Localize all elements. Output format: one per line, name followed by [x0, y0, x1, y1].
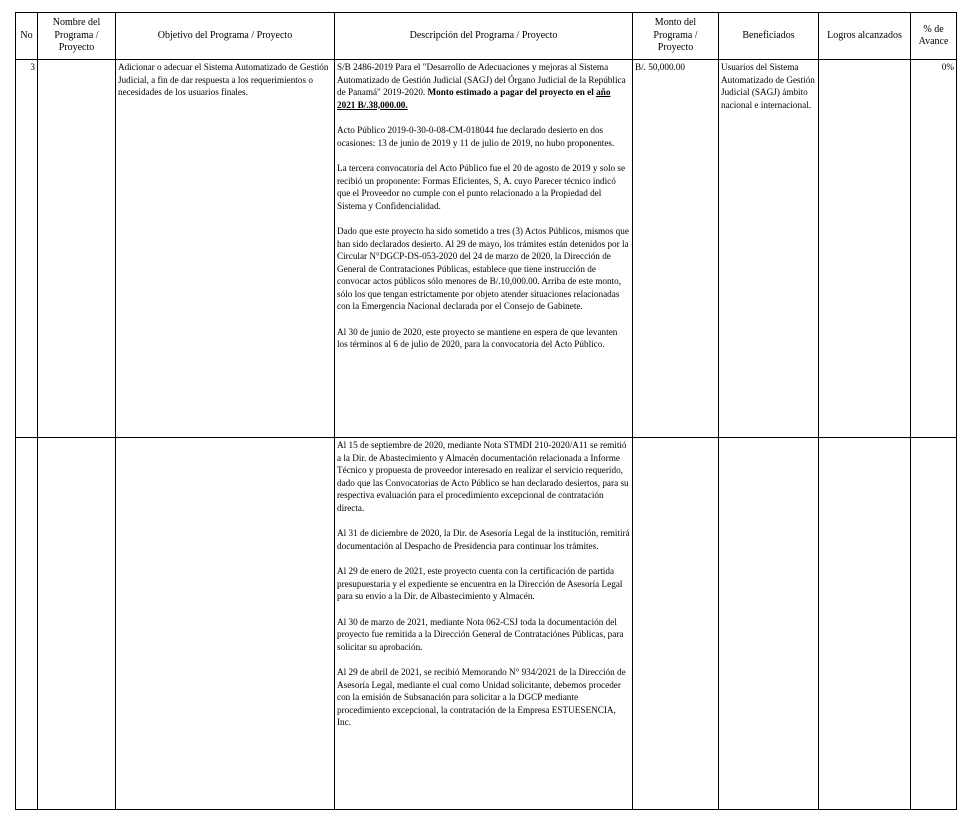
description-paragraph: Al 30 de marzo de 2021, mediante Nota 062-CSJ toda la documentación del proyecto fue remitida a la Dirección General de Contrataciónes Públicas, para solicitar su aprobación.: [337, 616, 624, 652]
cell-beneficiados: [719, 438, 819, 810]
cell-monto: B/. 50,000.00: [633, 60, 719, 438]
header-logros: Logros alcanzados: [819, 13, 911, 60]
cell-objetivo: [116, 438, 335, 810]
cell-no: [16, 438, 38, 810]
cell-nombre: [38, 60, 116, 438]
cell-monto: [633, 438, 719, 810]
cell-descripcion: [335, 438, 633, 810]
header-monto: Monto del Programa / Proyecto: [633, 13, 719, 60]
cell-logros: [819, 60, 911, 438]
header-row: [16, 13, 957, 60]
cell-descripcion: [335, 60, 633, 438]
description-paragraph: S/B 2486-2019 Para el "Desarrollo de Adecuaciones y mejoras al Sistema Automatizado de Gestión Judicial (SAGJ) del Órgano Judicial de la República de Panamá" 2019-2020. Monto estimado a pagar del proyecto en el año 2021 B/.38,000.00.: [337, 62, 626, 110]
cell-avance: [911, 438, 957, 810]
description-paragraph: Dado que este proyecto ha sido sometido a tres (3) Actos Públicos, mismos que han sido declarados desierto. Al 29 de mayo, los trámites están detenidos por la Circular N°DGCP-DS-053-2020 del 24 de marzo de 2020, la Dirección de General de Contrataciones Públicas, establece que tiene instrucción de convocar actos públicos sólo menores de B/.10,000.00. Arriba de este monto, sólo los que tengan estrictamente por objeto atender situaciones relacionadas con la Emergencia Nacional declarada por el Consejo de Gabinete.: [337, 226, 629, 311]
description-paragraph: La tercera convocatoria del Acto Público fue el 20 de agosto de 2019 y solo se recibió un proponente: Formas Eficientes, S, A. cuyo Parecer técnico indicó que el Proveedor no cumple con el punto relacionado a la Propiedad del Sistema y Confidencialidad.: [337, 163, 626, 211]
cell-avance: 0%: [911, 60, 957, 438]
description-paragraph: Al 29 de abril de 2021, se recibió Memorando N° 934/2021 de la Dirección de Asesoría Legal, mediante el cual como Unidad solicitante, debemos proceder con la emisión de Subsanación para solicitar a la DGCP mediante procedimiento excepcional, la contratación de la Empresa ESTUESENCIA, Inc.: [337, 667, 626, 727]
header-descripcion: Descripción del Programa / Proyecto: [335, 13, 633, 60]
header-avance: % de Avance: [911, 13, 957, 60]
header-objetivo: Objetivo del Programa / Proyecto: [116, 13, 335, 60]
cell-no: 3: [16, 60, 38, 438]
description-paragraph: Al 29 de enero de 2021, este proyecto cuenta con la certificación de partida presupuestaria y el expediente se encuentra en la Dirección de Asesoría Legal para su envío a la Dir. de Albastecimiento y Almacén.: [337, 566, 623, 601]
description-paragraph: Acto Público 2019-0-30-0-08-CM-018044 fue declarado desierto en dos ocasiones: 13 de junio de 2019 y 11 de julio de 2019, no hubo proponentes.: [337, 125, 615, 148]
cell-nombre: [38, 438, 116, 810]
header-beneficiados: Beneficiados: [719, 13, 819, 60]
header-no: No: [16, 13, 38, 60]
projects-table: [15, 12, 957, 810]
cell-objetivo: Adicionar o adecuar el Sistema Automatizado de Gestión Judicial, a fin de dar respuesta a los requerimientos o necesidades de los usuarios finales.: [116, 60, 335, 438]
cell-logros: [819, 438, 911, 810]
table-row: [16, 60, 957, 438]
header-nombre: Nombre del Programa / Proyecto: [38, 13, 116, 60]
table-row: [16, 438, 957, 810]
description-paragraph: Al 30 de junio de 2020, este proyecto se mantiene en espera de que levanten los términos al 6 de julio de 2020, para la convocatoria del Acto Público.: [337, 326, 618, 349]
cell-beneficiados: Usuarios del Sistema Automatizado de Gestión Judicial (SAGJ) ámbito nacional e internacional.: [719, 60, 819, 438]
description-paragraph: Al 15 de septiembre de 2020, mediante Nota STMDI 210-2020/A11 se remitió a la Dir. de Abastecimiento y Almacén documentación relacionada a Informe Técnico y propuesta de proveedor interesado en realizar el servicio requerido, dado que las Convocatorias de Acto Público se han declarado desiertos, para su respectiva evaluación para el procedimiento excepcional de contratación directa.: [337, 440, 629, 513]
description-paragraph: Al 31 de diciembre de 2020, la Dir. de Asesoría Legal de la institución, remitirá documentación al Despacho de Presidencia para continuar los trámites.: [337, 528, 630, 551]
